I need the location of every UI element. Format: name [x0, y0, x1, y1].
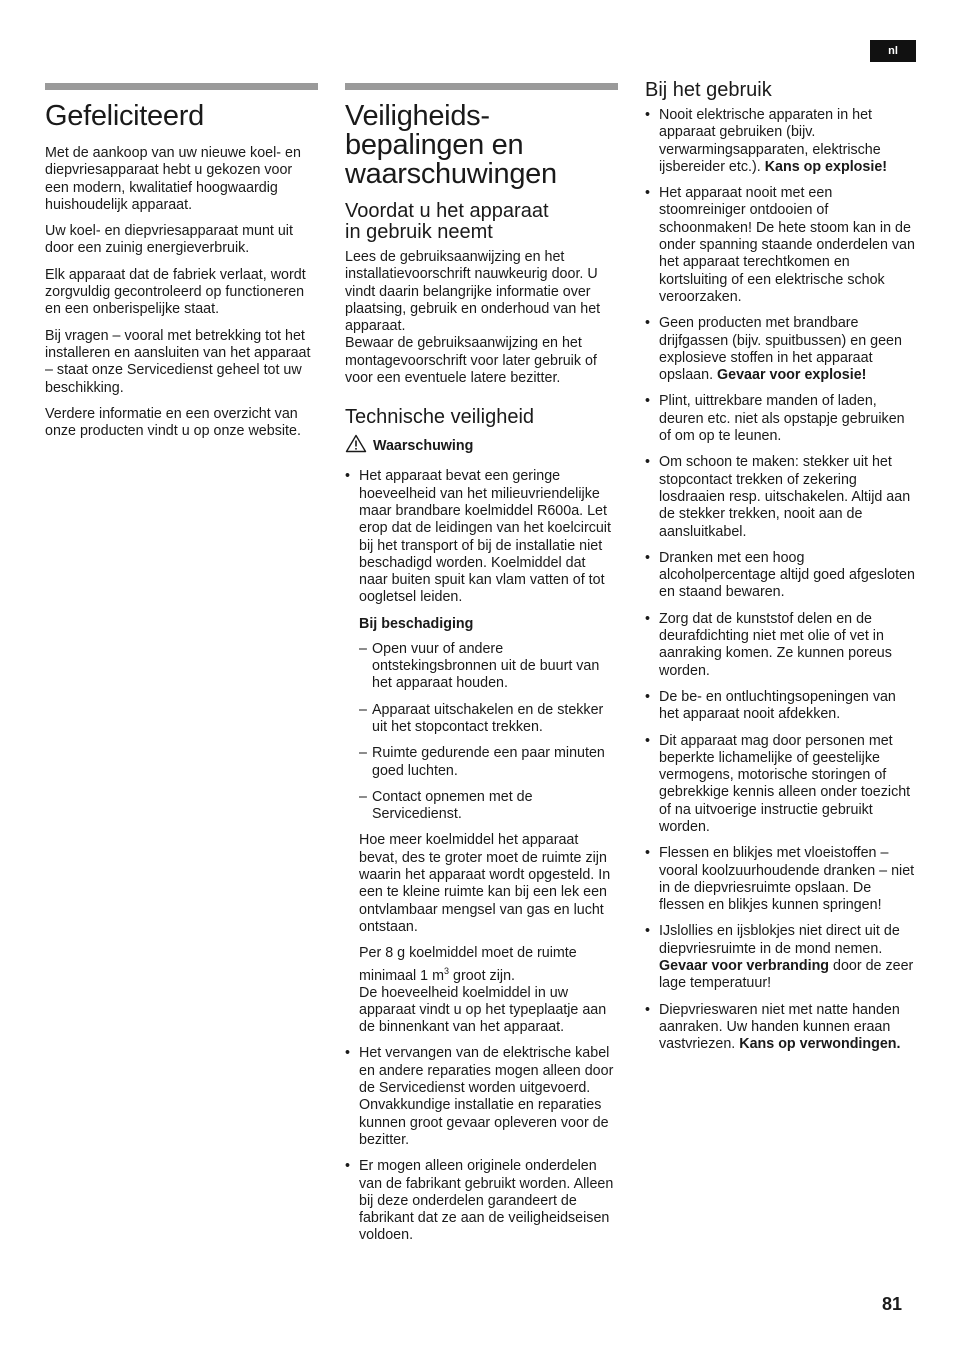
usage-list	[645, 107, 915, 1054]
list-item	[645, 454, 915, 540]
list-item-text: Geen producten met brandbare drijfgassen (bijv. spuitbussen) en geen explosieve stoffen in het apparaat opslaan.	[659, 315, 902, 384]
damage-list	[359, 641, 618, 824]
paragraph: Met de aankoop van uw nieuwe koel- en diepvriesapparaat hebt u gekozen voor een modern, kwalitatief hoogwaardig huishoudelijk apparaat.	[45, 145, 301, 213]
list-item-text: Het apparaat bevat een geringe hoeveelheid van het milieuvriendelijke maar brandbare koelmiddel R600a. Let erop dat de leidingen van het koelcircuit bij het transport of bij de installatie niet beschadigd worden. Koelmiddel dat naar buiten spuit kan vlam vatten of tot oogletsel leiden.	[359, 468, 611, 606]
heading-bij-het-gebruik: Bij het gebruik	[645, 79, 772, 101]
title-line: waarschuwingen	[345, 158, 557, 190]
heading-line: Voordat u het apparaat	[345, 200, 549, 222]
heading-technical-safety: Technische veiligheid	[345, 406, 535, 429]
list-item	[645, 689, 915, 724]
paragraph: Bij vragen – vooral met betrekking tot het installeren en aansluiten van het apparaat – staat onze Servicedienst geheel tot uw beschikking.	[45, 327, 311, 396]
paragraph	[345, 249, 618, 387]
list-item	[645, 185, 915, 306]
title-line: Veiligheids-	[345, 100, 490, 132]
list-item-text: Dit apparaat mag door personen met beperkte lichamelijke of geestelijke vermogens, motorische storingen of gebrekkige kennis alleen onder toezicht of na uitvoerige instructie gebruikt worden.	[659, 732, 911, 835]
section-rule	[45, 83, 318, 90]
column-safety	[345, 83, 618, 1254]
list-item-text: Dranken met een hoog alcoholpercentage altijd goed afgesloten en staand bewaren.	[659, 549, 915, 601]
paragraph: Elk apparaat dat de fabriek verlaat, wordt zorgvuldig gecontroleerd op functioneren en een onberispelijke staat.	[45, 266, 306, 318]
warning-label: Waarschuwing	[373, 438, 474, 455]
damage-heading: Bij beschadiging	[359, 615, 474, 632]
list-item-text: Zorg dat de kunststof delen en de deurafdichting niet met olie of vet in aanraking komen. Ze kunnen poreus worden.	[659, 610, 892, 679]
heading-line: in gebruik neemt	[345, 221, 493, 243]
list-item	[645, 315, 915, 384]
list-item-text: IJslollies en ijsblokjes niet direct uit de diepvriesruimte in de mond nemen.	[659, 923, 900, 957]
warning-triangle-icon	[345, 434, 367, 458]
list-item	[645, 107, 915, 176]
safety-list	[345, 468, 618, 1244]
list-item-emphasis: Kans op explosie!	[764, 158, 888, 175]
paragraph: Verdere informatie en een overzicht van onze producten vindt u op onze website.	[45, 405, 301, 440]
damage-item: – Ruimte gedurende een paar minuten goed luchten.	[359, 745, 618, 780]
list-item-text: Het apparaat nooit met een stoomreiniger ontdooien of schoonmaken! De hete stoom kan in de onder spanning staande onderdelen van het apparaat terechtkomen en kortsluiting of een elektrische schok veroorzaken.	[659, 185, 915, 305]
paragraph-part: Per 8 g koelmiddel moet de ruimte minimaal 1 m	[359, 945, 577, 984]
list-item-text: Flessen en blikjes met vloeistoffen – vooral koolzuurhoudende dranken – niet in de diepvriesruimte opslaan. De flessen en blikjes kunnen springen!	[659, 845, 915, 914]
list-item-text: Om schoon te maken: stekker uit het stopcontact trekken of zekering losdraaien resp. uitschakelen. Altijd aan de stekker trekken, nooit aan de aansluitkabel.	[659, 454, 911, 540]
list-item-text: De be- en ontluchtingsopeningen van het apparaat nooit afdekken.	[659, 688, 896, 723]
list-item-text: Nooit elektrische apparaten in het apparaat gebruiken (bijv. verwarmingsapparaten, elektrische ijsbereider etc.).	[659, 107, 881, 175]
list-item: • Er mogen alleen originele onderdelen van de fabrikant gebruikt worden. Alleen bij deze onderdelen garandeert de fabrikant dat ze aan de veiligheidseisen voldoen.	[345, 1158, 618, 1244]
list-item	[645, 923, 915, 992]
damage-item: – Open vuur of andere ontstekingsbronnen uit de buurt van het apparaat houden.	[359, 641, 618, 693]
list-item-text: Plint, uittrekbare manden of laden, deuren etc. niet als opstapje gebruiken of om op te leunen.	[659, 393, 905, 445]
superscript: 3	[444, 965, 450, 976]
paragraph: Uw koel- en diepvriesapparaat munt uit door een zuinig energieverbruik.	[45, 223, 293, 257]
paragraph	[359, 945, 618, 1036]
heading-before-use	[345, 201, 618, 243]
list-item	[645, 733, 915, 837]
list-item-text: Diepvrieswaren niet met natte handen aanraken. Uw handen kunnen eraan vastvriezen.	[659, 1001, 900, 1053]
damage-item: – Contact opnemen met de Servicedienst.	[359, 789, 618, 824]
list-item-emphasis: Gevaar voor verbranding	[659, 958, 830, 975]
paragraph: Hoe meer koelmiddel het apparaat bevat, des te groter moet de ruimte zijn waarin het apparaat wordt opgesteld. In een te kleine ruimte kan bij een lek een ontvlambaar mengsel van gas en lucht ontstaan.	[359, 832, 611, 935]
title-safety	[345, 102, 618, 189]
damage-item: – Apparaat uitschakelen en de stekker uit het stopcontact trekken.	[359, 702, 618, 737]
page-number: 81	[882, 1294, 903, 1314]
column-in-use	[645, 76, 915, 1063]
list-item	[645, 611, 915, 680]
list-item-emphasis: Gevaar voor explosie!	[717, 367, 867, 384]
list-item: • Het vervangen van de elektrische kabel en andere reparaties mogen alleen door de Servicedienst worden uitgevoerd. Onvakkundige installatie en reparaties kunnen groot gevaar opleveren voor de bezitter.	[345, 1045, 618, 1149]
language-tab: nl	[870, 40, 916, 62]
list-item-emphasis: Kans op verwondingen.	[739, 1036, 901, 1053]
list-item	[645, 845, 915, 914]
paragraph-part: Lees de gebruiksaanwijzing en het installatievoorschrift nauwkeurig door. U vindt daarin belangrijke informatie over plaatsing, gebruik en onderhoud van het apparaat.	[345, 249, 601, 335]
paragraph-part: Bewaar de gebruiksaanwijzing en het montagevoorschrift voor later gebruik of voor een eventuele latere bezitter.	[345, 335, 597, 387]
column-congratulations	[45, 83, 318, 449]
section-rule	[345, 83, 618, 90]
warning-row	[345, 434, 618, 458]
list-item	[645, 1002, 915, 1054]
title-gefeliciteerd: Gefeliciteerd	[45, 100, 204, 132]
list-item	[345, 468, 618, 1036]
title-line: bepalingen en	[345, 129, 524, 161]
list-item	[645, 550, 915, 602]
list-item-text: door de zeer lage temperatuur!	[659, 958, 914, 992]
paragraph-part: De hoeveelheid koelmiddel in uw apparaat vindt u op het typeplaatje aan de binnenkant van het apparaat.	[359, 984, 607, 1036]
list-item	[645, 393, 915, 445]
paragraph-part: groot zijn.	[449, 967, 515, 984]
